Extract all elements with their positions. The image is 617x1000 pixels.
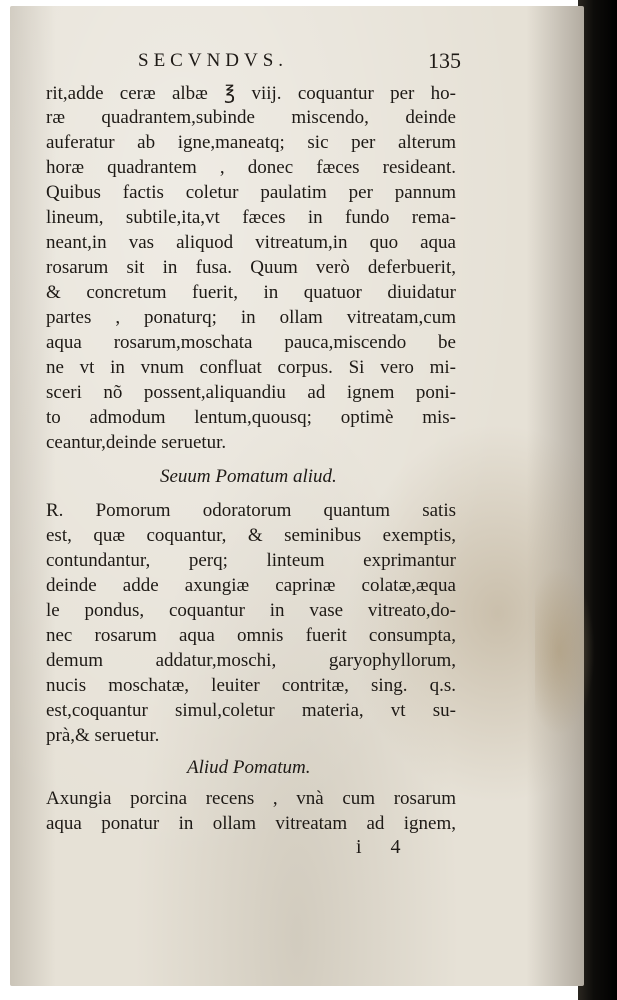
text-line: le pondus, coquantur in vase vitreato,do- [46,600,456,621]
text-line: horæ quadrantem , donec fæces resideant. [46,157,456,178]
text-line: demum addatur,moschi, garyophyllorum, [46,650,456,671]
section-heading: Aliud Pomatum. [187,757,311,778]
text-line: Quibus factis coletur paulatim per pannum [46,182,456,203]
paper-stain [535,566,595,736]
text-line: & concretum fuerit, in quatuor diuidatur [46,282,456,303]
section-heading: Seuum Pomatum aliud. [160,466,337,487]
text-line: est, quæ coquantur, & seminibus exemptis, [46,525,456,546]
text-line: R. Pomorum odoratorum quantum satis [46,500,456,521]
text-line: aqua ponatur in ollam vitreatam ad ignem, [46,813,456,834]
signature-mark: i 4 [356,836,413,858]
text-line: rit,adde ceræ albæ ℥ viij. coquantur per ho- [46,83,456,104]
running-head: SECVNDVS. [138,50,289,71]
text-line: aqua rosarum,moschata pauca,miscendo be [46,332,456,353]
page-number: 135 [428,48,461,73]
text-line: deinde adde axungiæ caprinæ colatæ,æqua [46,575,456,596]
text-line: ræ quadrantem,subinde miscendo, deinde [46,107,456,128]
text-line: contundantur, perq; linteum exprimantur [46,550,456,571]
text-line: rosarum sit in fusa. Quum verò deferbuerit, [46,257,456,278]
text-line: sceri nõ possent,aliquandiu ad ignem poni- [46,382,456,403]
text-line: to admodum lentum,quousq; optimè mis- [46,407,456,428]
text-line: lineum, subtile,ita,vt fæces in fundo rema- [46,207,456,228]
text-line: Axungia porcina recens , vnà cum rosarum [46,788,456,809]
text-line: partes , ponaturq; in ollam vitreatam,cum [46,307,456,328]
text-line: ne vt in vnum confluat corpus. Si vero mi- [46,357,456,378]
text-line: nucis moschatæ, leuiter contritæ, sing. q.s. [46,675,456,696]
text-line: auferatur ab igne,maneatq; sic per alterum [46,132,456,153]
text-line: nec rosarum aqua omnis fuerit consumpta, [46,625,456,646]
text-line: est,coquantur simul,coletur materia, vt su- [46,700,456,721]
text-line: neant,in vas aliquod vitreatum,in quo aqua [46,232,456,253]
text-line: prà,& seruetur. [46,725,160,746]
text-line: ceantur,deinde seruetur. [46,432,227,453]
